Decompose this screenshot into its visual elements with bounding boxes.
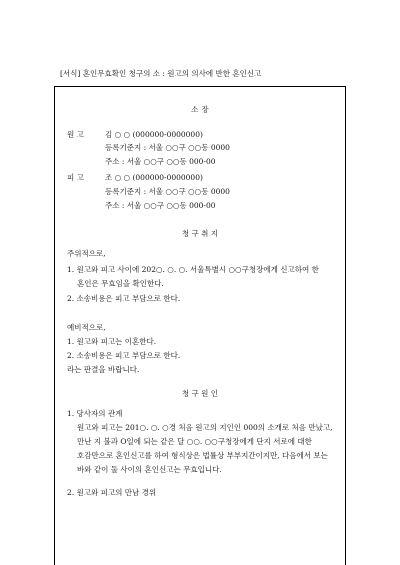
cause-line: 호감만으로 혼인신고를 하여 형식상은 법률상 부부지간이지만, 다음에서 보는 bbox=[77, 451, 328, 460]
secondary-item: 1. 원고와 피고는 이혼한다. bbox=[67, 337, 157, 346]
primary-item: 혼인은 무효임을 확인한다. bbox=[77, 279, 164, 288]
plaintiff-role: 원 고 bbox=[67, 130, 84, 139]
defendant-domicile: 등록기준지 : 서울 ○○구 ○○동 0000 bbox=[105, 187, 230, 196]
secondary-item: 2. 소송비용은 피고 부담으로 한다. bbox=[67, 351, 181, 360]
cause-line: 만난 지 불과 O일에 되는 같은 달 ○○. ○○구청장에게 단지 서로에 대한 bbox=[77, 437, 312, 446]
defendant-address: 주소 : 서울 ○○구 ○○동 000-00 bbox=[105, 201, 216, 210]
document-title: 소 장 bbox=[191, 105, 209, 114]
claim-closing: 라는 판결을 바랍니다. bbox=[67, 365, 140, 374]
primary-item: 2. 소송비용은 피고 부담으로 한다. bbox=[67, 294, 181, 303]
defendant-role: 피 고 bbox=[67, 173, 84, 182]
cause-item-title: 1. 당사자의 관계 bbox=[67, 409, 123, 418]
cause-item-title: 2. 원고와 피고의 만남 경위 bbox=[67, 488, 157, 497]
cause-title: 청 구 원 인 bbox=[181, 389, 219, 398]
cause-line: 바와 같이 둘 사이의 혼인신고는 무효입니다. bbox=[77, 465, 222, 474]
secondary-label: 예비적으로, bbox=[67, 323, 106, 332]
plaintiff-domicile: 등록기준지 : 서울 ○○구 ○○동 0000 bbox=[105, 143, 230, 152]
primary-label: 주위적으로, bbox=[67, 249, 106, 258]
primary-item: 1. 원고와 피고 사이에 202○. ○. ○. 서울특별시 ○○구청장에게 신고하여 한 bbox=[67, 265, 319, 274]
complaint-form bbox=[54, 86, 346, 565]
plaintiff-name: 김 ○ ○ (000000-0000000) bbox=[105, 130, 203, 139]
defendant-name: 조 ○ ○ (000000-0000000) bbox=[105, 173, 203, 182]
plaintiff-address: 주소 : 서울 ○○구 ○○동 000-00 bbox=[105, 157, 216, 166]
claim-title: 청 구 취 지 bbox=[181, 229, 219, 238]
cause-line: 원고와 피고는 201○. ○. ○경 처음 원고의 지인인 000의 소개로 처음 만났고, bbox=[77, 423, 333, 432]
document-header: [서식] 혼인무효확인 청구의 소 : 원고의 의사에 반한 혼인신고 bbox=[60, 69, 262, 78]
